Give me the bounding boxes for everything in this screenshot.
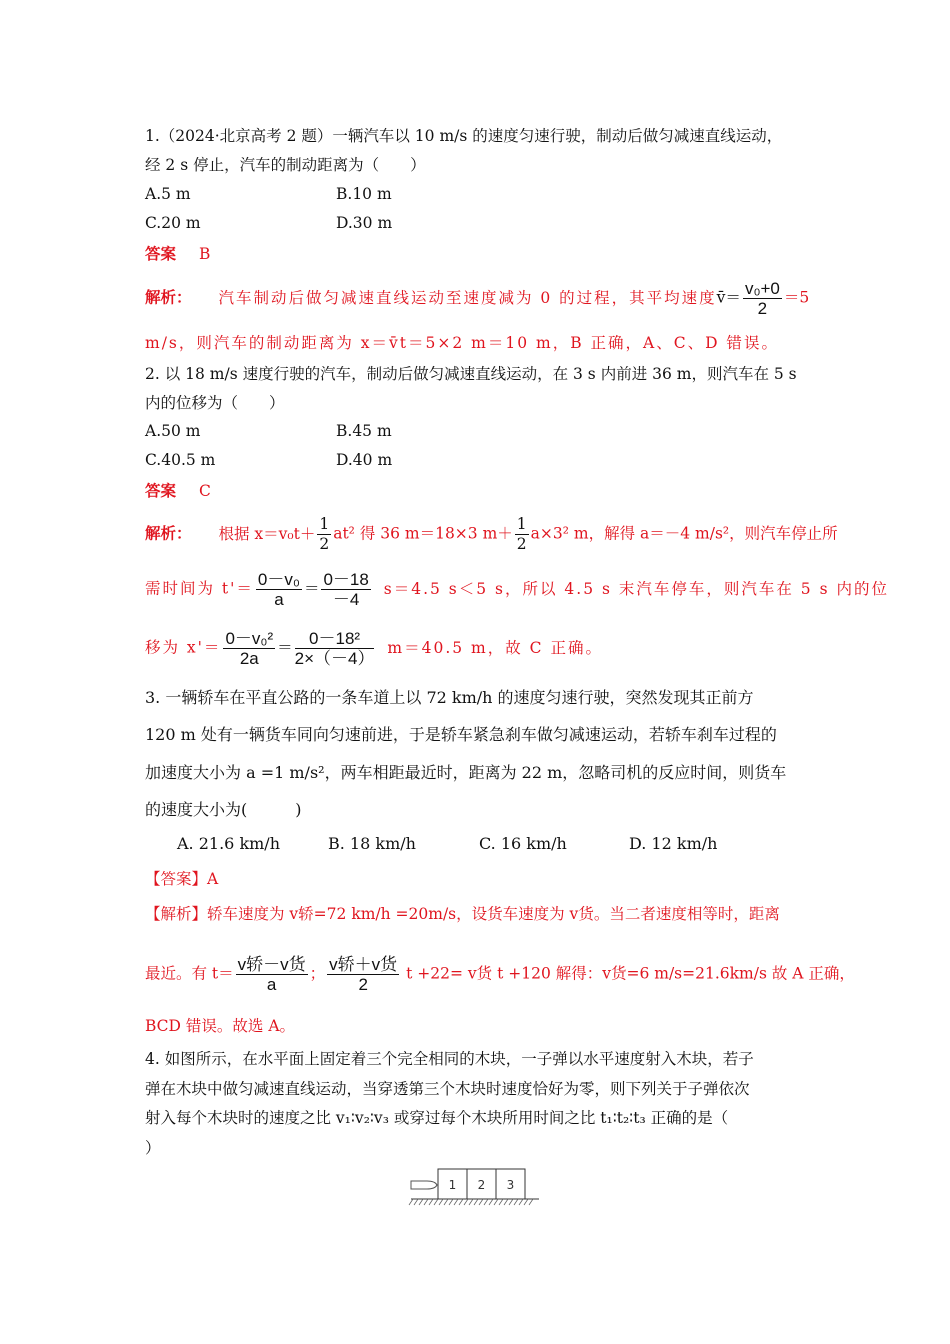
explanation-text: 最近。有 t＝ (145, 964, 234, 983)
q3-option-c: C. 16 km/h (479, 834, 567, 853)
q4-stem-line4: ） (145, 1139, 161, 1157)
fraction-numerator: 0－v₀ (257, 570, 300, 589)
q2-explanation-line2: 需时间为 t'＝ $\frac{\text{0－v₀}}{a}$ ＝ $\frac{0-18}{-4}$ s＝4.5 s＜5 s，所以 4.5 s 末汽车停车，则汽车在 5 s 内的位 (145, 570, 889, 609)
average-velocity-symbol: v̄＝ (716, 288, 741, 307)
ground-hatch-line (439, 1199, 443, 1205)
explanation-text: 根据 x＝v₀t＋ (218, 524, 316, 543)
answer-label: 答案 (145, 481, 177, 500)
ground-hatch-line (474, 1199, 478, 1205)
explanation-text: 汽车制动后做匀减速直线运动至速度减为 0 的过程，其平均速度 (218, 288, 717, 307)
ground-hatch-line (484, 1199, 488, 1205)
answer-value: B (198, 245, 211, 263)
ground-hatch-line (419, 1199, 423, 1205)
fraction-numerator: 1 (516, 515, 527, 533)
explanation-label: 解析： (145, 523, 192, 543)
displacement-value-fraction (295, 629, 375, 668)
q3-option-a: A. 21.6 km/h (177, 834, 280, 853)
fraction-numerator: 1 (319, 515, 330, 533)
bullet-blocks-figure (405, 1162, 545, 1210)
explanation-text: 移为 x'＝ (145, 638, 222, 657)
explanation-text: s＝4.5 s＜5 s，所以 4.5 s 末汽车停车，则汽车在 5 s 内的位 (383, 579, 889, 598)
ground-hatch-line (424, 1199, 428, 1205)
ground-hatch-line (529, 1199, 533, 1205)
ground-hatch-line (444, 1199, 448, 1205)
answer-value: C (198, 482, 211, 500)
explanation-text: at² 得 36 m＝18×3 m＋ (333, 524, 513, 543)
q1-explanation-line1 (145, 279, 809, 318)
fraction-denominator: a (266, 975, 277, 994)
q3-explanation-line1: 【解析】轿车速度为 v轿=72 km/h =20m/s，设货车速度为 v货。当二者速度相等时，距离 (145, 905, 780, 923)
block-label-2: 2 (477, 1178, 486, 1192)
fraction-denominator: 2 (516, 535, 527, 553)
fraction-numerator: 0－18² (295, 629, 375, 649)
stop-time-value-fraction (321, 570, 370, 609)
ground-hatch-line (434, 1199, 438, 1205)
q3-option-b: B. 18 km/h (328, 834, 416, 853)
fraction-denominator: 2×（－4） (294, 649, 375, 668)
q3-stem-line4: 的速度大小为( ) (145, 800, 302, 819)
q2-explanation-line1 (145, 515, 838, 554)
q2-explanation-line3: 移为 x'＝ $\frac{\text{0－v₀²}}{2a}$ ＝ $\frac{\text{0－18²}}{2\times(-4)}$ m＝40.5 m，故 C 正确。 (145, 629, 603, 668)
q2-option-d: D.40 m (336, 451, 393, 469)
q3-stem-line3: 加速度大小为 a =1 m/s²，两车相距最近时，距离为 22 m，忽略司机的反应时间，则货车 (145, 763, 787, 782)
ground-hatch-line (494, 1199, 498, 1205)
explanation-text: t +22= v货 t +120 解得：v货=6 m/s=21.6km/s 故 A 正确， (406, 964, 855, 983)
fraction-numerator: v轿＋v货 (329, 955, 398, 974)
block-label-3: 3 (506, 1178, 515, 1192)
answer-label: 答案 (145, 244, 177, 263)
ground-hatch-line (489, 1199, 493, 1205)
fraction-denominator: 2 (358, 975, 368, 994)
q1-option-d: D.30 m (336, 214, 393, 232)
q2-stem-line1: 2. 以 18 m/s 速度行驶的汽车，制动后做匀减速直线运动，在 3 s 内前进 36 m，则汽车在 5 s (145, 365, 797, 383)
fraction-numerator: v轿－v货 (237, 955, 306, 974)
ground-hatch-line (524, 1199, 528, 1205)
ground-hatch-line (429, 1199, 433, 1205)
q4-stem-line1: 4. 如图所示，在水平面上固定着三个完全相同的木块，一子弹以水平速度射入木块，若子 (145, 1050, 754, 1068)
ground-hatch-line (499, 1199, 503, 1205)
fraction-denominator: 2 (319, 535, 330, 553)
explanation-label: 解析： (145, 287, 192, 307)
explanation-text: a×3² m，解得 a＝－4 m/s²，则汽车停止所 (530, 524, 838, 543)
q1-option-b: B.10 m (336, 185, 392, 203)
fraction-numerator: v₀+0 (744, 279, 780, 298)
ground-hatch-line (454, 1199, 458, 1205)
q2-stem-line2: 内的位移为（ ） (145, 394, 285, 412)
q2-option-b: B.45 m (336, 422, 392, 440)
q4-stem-line3: 射入每个木块时的速度之比 v₁∶v₂∶v₃ 或穿过每个木块所用时间之比 t₁∶t₂∶t₃ 正确的是（ (145, 1109, 729, 1127)
q3-stem-line2: 120 m 处有一辆货车同向匀速前进，于是轿车紧急刹车做匀减速运动，若轿车刹车过程的 (145, 725, 777, 744)
ground-hatch-line (479, 1199, 483, 1205)
explanation-text-end: ＝5 (783, 288, 810, 307)
average-velocity-fraction (327, 955, 399, 994)
q1-stem-line1: 1.（2024·北京高考 2 题）一辆汽车以 10 m/s 的速度匀速行驶，制动后做匀减速直线运动， (145, 127, 783, 145)
ground-hatch-line (504, 1199, 508, 1205)
q1-option-a: A.5 m (145, 185, 191, 203)
q3-stem-line1: 3. 一辆轿车在平直公路的一条车道上以 72 km/h 的速度匀速行驶，突然发现其正前方 (145, 688, 754, 707)
q2-option-c: C.40.5 m (145, 451, 216, 469)
average-velocity-fraction (743, 279, 782, 318)
half-fraction (515, 515, 529, 554)
ground-hatch-line (414, 1199, 418, 1205)
ground-hatch-line (509, 1199, 513, 1205)
ground-hatch-line (409, 1199, 413, 1205)
block-label-1: 1 (448, 1178, 457, 1192)
fraction-denominator: a (274, 590, 284, 609)
explanation-text: m＝40.5 m，故 C 正确。 (387, 638, 603, 657)
ground-hatch-line (469, 1199, 473, 1205)
half-fraction (317, 515, 331, 554)
ground-hatch-line (514, 1199, 518, 1205)
ground-surface (409, 1199, 539, 1205)
q2-answer (145, 481, 211, 501)
displacement-fraction (223, 629, 275, 668)
q1-stem-line2: 经 2 s 停止，汽车的制动距离为（ ） (145, 156, 426, 174)
ground-hatch-line (459, 1199, 463, 1205)
fraction-numerator: 0－18 (323, 570, 369, 589)
q4-stem-line2: 弹在木块中做匀减速直线运动，当穿透第三个木块时速度恰好为零，则下列关于子弹依次 (145, 1080, 750, 1098)
q1-option-c: C.20 m (145, 214, 201, 232)
bullet-icon (411, 1181, 437, 1189)
fraction-denominator: 2 (757, 299, 768, 318)
fraction-denominator: －4 (332, 590, 360, 609)
q1-answer (145, 244, 210, 264)
ground-hatch-line (449, 1199, 453, 1205)
q3-explanation-line2: 最近。有 t＝ $\frac{\text{v轿－v货}}{a}$ ； $\frac{\text{v轿＋v货}}{2}$ t +22= v货 t +120 解得：v货=6 m/s=21.6km/s 故 A 正确， (145, 955, 855, 994)
fraction-numerator: 0－v₀² (225, 629, 274, 648)
q1-explanation-line2: m/s，则汽车的制动距离为 x＝v̄t＝5×2 m＝10 m，B 正确，A、C、D 错误。 (145, 334, 779, 352)
explanation-text: 需时间为 t'＝ (145, 579, 254, 598)
ground-hatch-line (519, 1199, 523, 1205)
fraction-denominator: 2a (239, 649, 259, 668)
q3-option-d: D. 12 km/h (629, 834, 718, 853)
ground-hatch-line (464, 1199, 468, 1205)
q2-option-a: A.50 m (145, 422, 201, 440)
stop-time-fraction (256, 570, 302, 609)
q3-explanation-line3: BCD 错误。故选 A。 (145, 1017, 296, 1035)
time-fraction (236, 955, 308, 994)
q3-answer: 【答案】A (145, 870, 219, 888)
